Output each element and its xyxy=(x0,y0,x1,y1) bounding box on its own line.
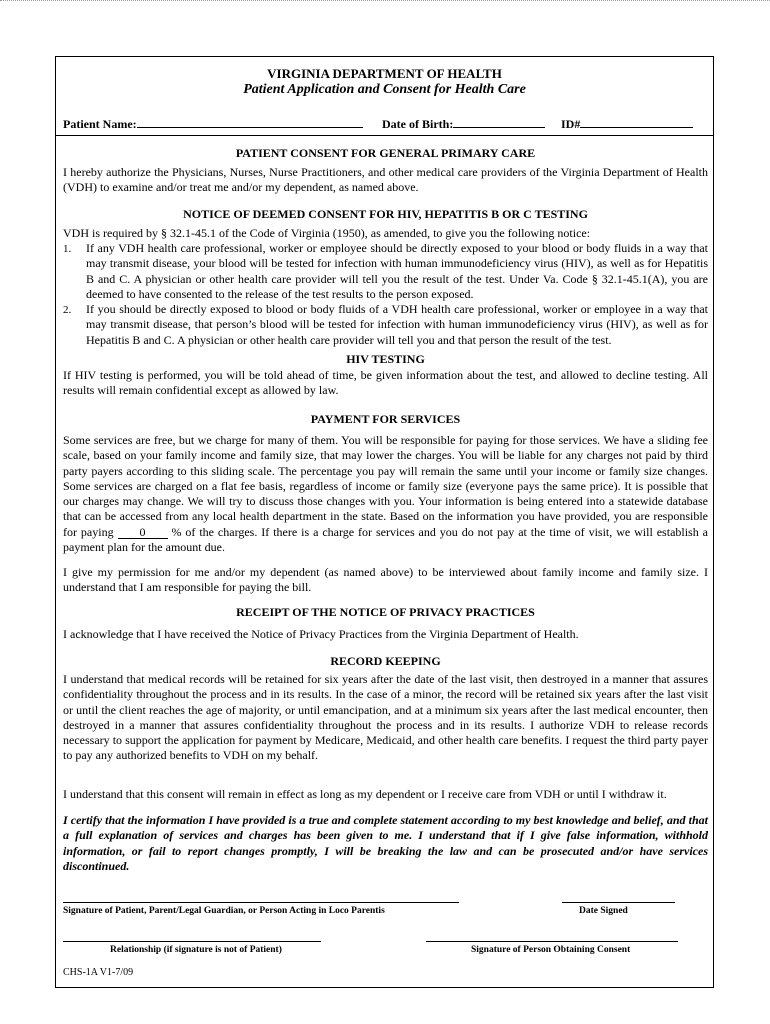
deemed-item-number: 1. xyxy=(63,243,72,255)
relationship-label: Relationship (if signature is not of Patient) xyxy=(110,945,282,955)
payment-heading: PAYMENT FOR SERVICES xyxy=(310,412,461,426)
payment-text xyxy=(63,433,708,555)
deemed-item-number: 2. xyxy=(63,304,72,316)
payment-text-before: Some services are free, but we charge for many of them. You will be responsible for paying for those services. We have a sliding fee scale, based on your family income and family size, that may lower the charges. You will be liable for any charges not paid by third party payers according to this sliding scale. The percentage you pay will remain the same until your income or family size changes. Some services are charged on a flat fee basis, regardless of income or family size (everyone pays the same price). It is possible that our charges may change. We will try to discuss those changes with you. Your information is being entered into a statewide database that can be accessed from any local health department in the state. Based on the information you have provided, you are responsible for paying xyxy=(63,433,708,539)
hiv-testing-text: If HIV testing is performed, you will be told ahead of time, be given information about the test, and allowed to decline testing. All results will remain confidential except as allowed by law. xyxy=(63,368,708,398)
payment-text-after: % of the charges. If there is a charge for services and you do not pay at the time of visit, we will establish a payment plan for the amount due. xyxy=(63,524,708,555)
patient-signature-line[interactable] xyxy=(63,902,459,903)
id-input[interactable] xyxy=(580,115,693,128)
privacy-heading: RECEIPT OF THE NOTICE OF PRIVACY PRACTICES xyxy=(236,605,535,619)
dob-label: Date of Birth: xyxy=(382,117,454,131)
page-top-border xyxy=(0,0,770,1)
form-code: CHS-1A V1-7/09 xyxy=(63,967,134,978)
consent-obtainer-label: Signature of Person Obtaining Consent xyxy=(471,945,631,955)
privacy-text: I acknowledge that I have received the Notice of Privacy Practices from the Virginia Department of Health. xyxy=(63,627,579,641)
patient-signature-label: Signature of Patient, Parent/Legal Guardian, or Person Acting in Loco Parentis xyxy=(63,906,385,916)
form-title: Patient Application and Consent for Health Care xyxy=(243,82,526,97)
id-field xyxy=(561,115,693,132)
certification-text: I certify that the information I have provided is a true and complete statement according to my best knowledge and belief, and that a full explanation of services and charges has been given to me. I understand that if I give false information, withhold information, or fail to report changes promptly, I will be breaking the law and can be prosecuted and/or have services discontinued. xyxy=(63,813,708,873)
header-divider xyxy=(55,135,714,136)
payment-percent-input[interactable]: 0 xyxy=(118,526,168,539)
department-title: VIRGINIA DEPARTMENT OF HEALTH xyxy=(267,66,502,81)
consent-obtainer-signature-line[interactable] xyxy=(426,941,678,942)
dob-input[interactable] xyxy=(453,115,545,128)
consent-heading: PATIENT CONSENT FOR GENERAL PRIMARY CARE xyxy=(235,146,536,160)
consent-text: I hereby authorize the Physicians, Nurses, Nurse Practitioners, and other medical care providers of the Virginia Department of Health (VDH) to examine and/or treat me and/or my dependent, as named above. xyxy=(63,165,708,195)
date-signed-line[interactable] xyxy=(562,902,675,903)
record-keeping-text: I understand that medical records will be retained for six years after the date of the last visit, then destroyed in a manner that assures confidentiality throughout the process and in its results. In the case of a minor, the record will be retained six years after the last visit or until the client reaches the age of majority, or until emancipation, and at a minimum six years after the last medical encounter, then destroyed in a manner that assures confidentiality throughout the process and in its results. I authorize VDH to release records necessary to support the application for payment by Medicare, Medicaid, and other health care benefits. I request the third party payer to pay any authorized benefits to VDH on my behalf. xyxy=(63,672,708,763)
patient-name-input[interactable] xyxy=(137,115,363,128)
date-signed-label: Date Signed xyxy=(579,906,628,916)
relationship-line[interactable] xyxy=(63,941,321,942)
patient-name-field xyxy=(63,115,363,132)
patient-name-label: Patient Name: xyxy=(63,117,137,131)
consent-duration-text: I understand that this consent will remain in effect as long as my dependent or I receive care from VDH or until I withdraw it. xyxy=(63,787,667,801)
payment-permission-text: I give my permission for me and/or my dependent (as named above) to be interviewed about family income and family size. I understand that I am responsible for paying the bill. xyxy=(63,565,708,595)
deemed-consent-heading: NOTICE OF DEEMED CONSENT FOR HIV, HEPATITIS B OR C TESTING xyxy=(183,207,588,221)
id-label: ID# xyxy=(561,117,581,131)
deemed-intro: VDH is required by § 32.1-45.1 of the Code of Virginia (1950), as amended, to give you the following notice: xyxy=(63,226,591,240)
dob-field xyxy=(382,115,545,132)
deemed-item-text: If any VDH health care professional, worker or employee should be directly exposed to your blood or body fluids in a way that may transmit disease, your blood will be tested for infection with human immunodeficiency virus (HIV), as well as for Hepatitis B and C. A physician or other health care provider will tell you the result of the test. Under Va. Code § 32.1-45.1(A), you are deemed to have consented to the release of the test results to the person exposed. xyxy=(86,241,708,301)
record-keeping-heading: RECORD KEEPING xyxy=(330,654,441,668)
hiv-testing-heading: HIV TESTING xyxy=(346,352,425,366)
deemed-item-text: If you should be directly exposed to blood or body fluids of a VDH health care professional, worker or employee in a way that may transmit disease, that person’s blood will be tested for infection with human immunodeficiency virus (HIV), as well as for Hepatitis B and C. A physician or other health care provider will tell you and that person the result of the test. xyxy=(86,302,708,347)
